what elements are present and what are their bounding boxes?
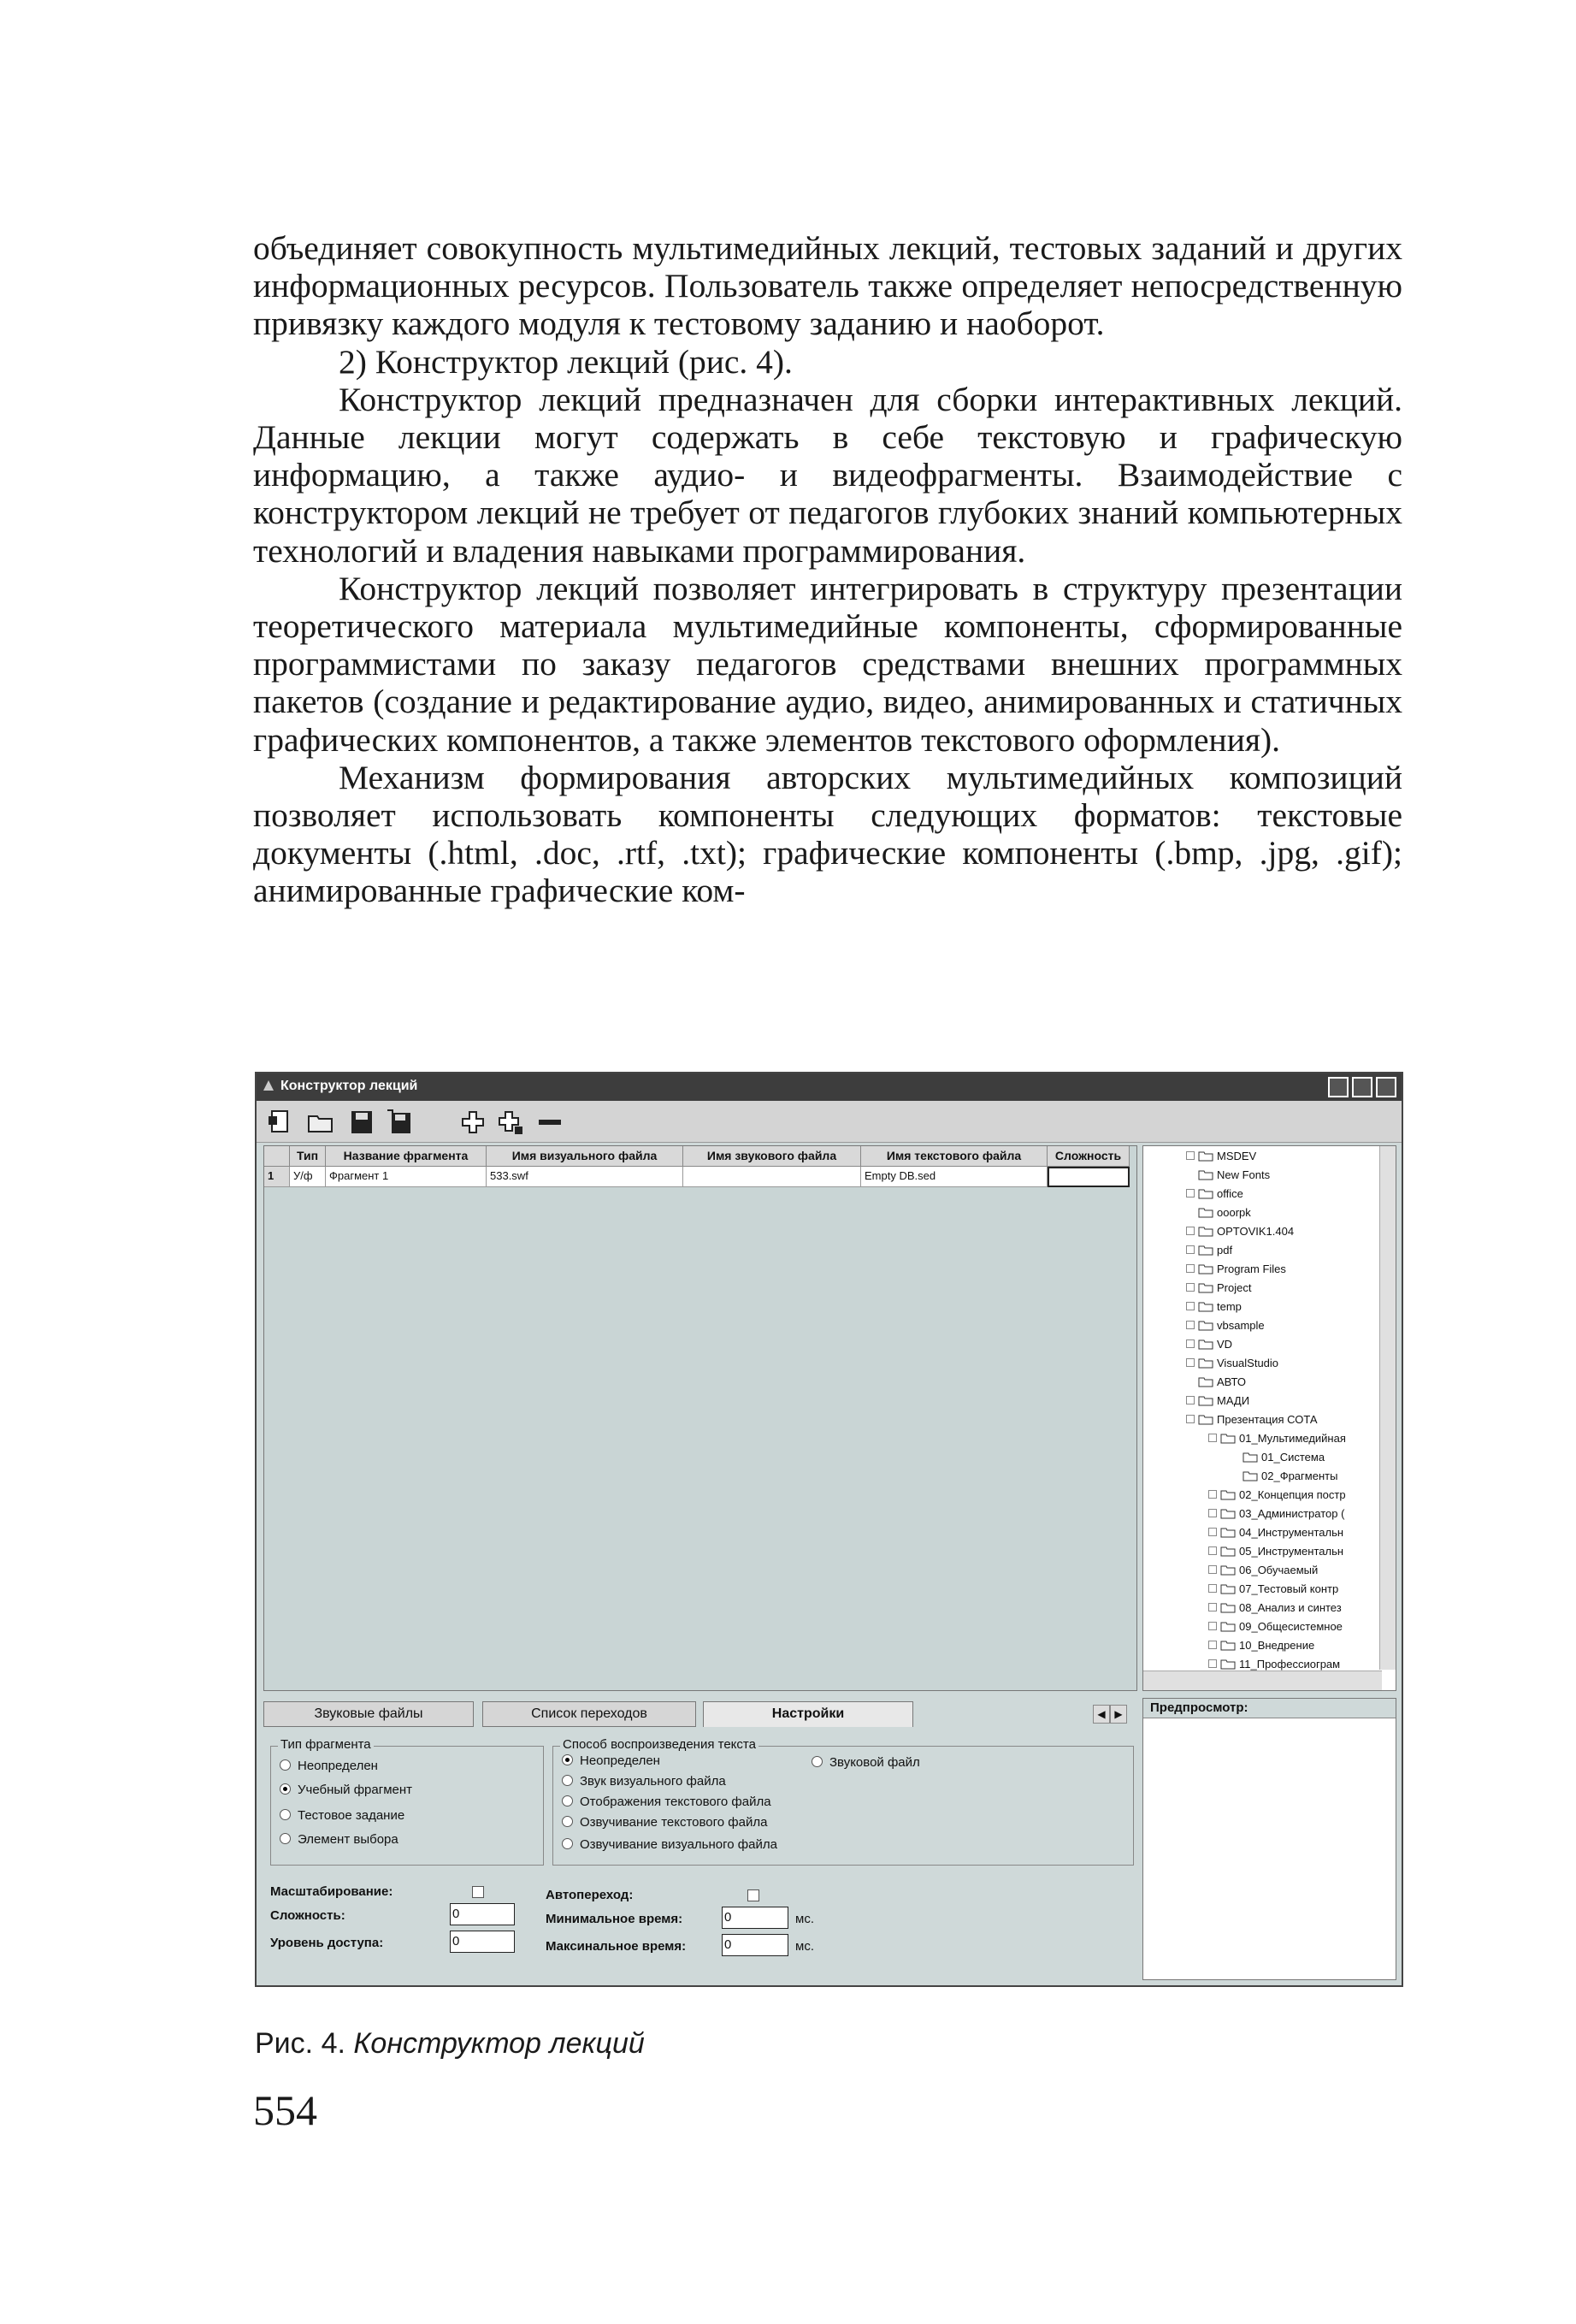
folder-icon xyxy=(1243,1470,1258,1481)
tree-node-label: temp xyxy=(1217,1300,1242,1313)
scale-label: Масштабирование: xyxy=(270,1884,393,1899)
complexity-label: Сложность: xyxy=(270,1908,345,1923)
close-button[interactable] xyxy=(1376,1077,1396,1097)
folder-icon xyxy=(1220,1527,1236,1538)
expand-icon[interactable] xyxy=(1186,1321,1195,1329)
expand-icon[interactable] xyxy=(1208,1641,1217,1649)
complexity-input[interactable]: 0 xyxy=(450,1903,515,1925)
folder-icon xyxy=(1220,1508,1236,1519)
table-header-visual-file[interactable]: Имя визуального файла xyxy=(487,1146,683,1167)
expand-icon[interactable] xyxy=(1208,1659,1217,1668)
collapse-icon[interactable] xyxy=(1208,1434,1217,1442)
tab-sound-files[interactable]: Звуковые файлы xyxy=(263,1701,474,1727)
folder-icon xyxy=(1198,1150,1213,1162)
expand-icon[interactable] xyxy=(1208,1490,1217,1499)
fragment-type-legend: Тип фрагмента xyxy=(278,1737,374,1752)
expand-icon[interactable] xyxy=(1186,1358,1195,1367)
tree-node-label: 07_Тестовый контр xyxy=(1239,1582,1339,1595)
caption-prefix: Рис. 4. xyxy=(255,2027,345,2060)
folder-icon xyxy=(1198,1301,1213,1312)
folder-icon xyxy=(1220,1583,1236,1594)
table-header-type[interactable]: Тип xyxy=(290,1146,326,1167)
tree-horizontal-scrollbar[interactable] xyxy=(1143,1671,1382,1690)
table-header-index xyxy=(264,1146,290,1167)
folder-icon xyxy=(1198,1188,1213,1199)
tree-node-label: МАДИ xyxy=(1217,1394,1250,1407)
paragraph-4: Конструктор лекций позволяет интегрировать в структуру презентации теоретического материала мультимедийные компоненты, сформированные программистами по заказу педагогов средствами внешних программных пакетов (создание и редактирование аудио, видео, анимированных и статичных графических компонентов, а также элементов текстового оформления). xyxy=(253,569,1402,759)
folder-icon xyxy=(1198,1320,1213,1331)
folder-tree[interactable] xyxy=(1142,1145,1396,1691)
expand-icon[interactable] xyxy=(1186,1283,1195,1292)
table-header-fragment-name[interactable]: Название фрагмента xyxy=(326,1146,487,1167)
tree-node-label: 08_Анализ и синтез xyxy=(1239,1601,1342,1614)
folder-icon xyxy=(1198,1282,1213,1293)
autojump-label: Автопереход: xyxy=(546,1888,634,1902)
collapse-icon[interactable] xyxy=(1186,1415,1195,1423)
expand-icon[interactable] xyxy=(1186,1264,1195,1273)
new-document-icon[interactable] xyxy=(265,1108,294,1137)
min-time-label: Минимальное время: xyxy=(546,1912,683,1926)
paragraph-5: Механизм формирования авторских мультимедийных композиций позволяет использовать компоненты следующих форматов: текстовые документы (.html, .doc, .rtf, .txt); графические компоненты (.bmp, .jpg, .gif); анимированные графические ком- xyxy=(253,758,1402,910)
folder-icon xyxy=(1220,1621,1236,1632)
open-folder-icon[interactable] xyxy=(306,1108,335,1137)
expand-icon[interactable] xyxy=(1208,1622,1217,1630)
folder-icon xyxy=(1220,1489,1236,1500)
minimize-button[interactable] xyxy=(1328,1077,1349,1097)
expand-icon[interactable] xyxy=(1186,1189,1195,1197)
tree-node-label: OPTOVIK1.404 xyxy=(1217,1225,1295,1238)
paragraph-3: Конструктор лекций предназначен для сборки интерактивных лекций. Данные лекции могут содержать в себе текстовую и графическую информацию, а также аудио- и видеофрагменты. Взаимодействие с конструктором лекций не требует от педагогов глубоких знаний компьютерных технологий и владения навыками программирования. xyxy=(253,380,1402,570)
folder-icon xyxy=(1198,1376,1213,1387)
folder-icon xyxy=(1198,1357,1213,1369)
text-playback-group xyxy=(552,1737,1134,1866)
expand-icon[interactable] xyxy=(1208,1546,1217,1555)
fragment-type-option-choice[interactable]: Элемент выбора xyxy=(280,1832,398,1847)
window-title: Конструктор лекций xyxy=(280,1079,418,1093)
tree-node-label: New Fonts xyxy=(1217,1168,1271,1181)
paragraph-2: 2) Конструктор лекций (рис. 4). xyxy=(339,342,793,381)
expand-icon[interactable] xyxy=(1186,1302,1195,1310)
tree-node-label: 11_Профессиограм xyxy=(1239,1658,1341,1671)
folder-icon xyxy=(1198,1263,1213,1274)
table-cell-fragment-name[interactable]: Фрагмент 1 xyxy=(326,1167,487,1187)
table-cell-complexity[interactable] xyxy=(1048,1167,1130,1187)
tree-node-label: Презентация СОТА xyxy=(1217,1413,1318,1426)
folder-icon xyxy=(1198,1207,1213,1218)
table-header-text-file[interactable]: Имя текстового файла xyxy=(861,1146,1048,1167)
playback-option-visual-sound[interactable]: Звук визуального файла xyxy=(562,1774,726,1789)
expand-icon[interactable] xyxy=(1208,1565,1217,1574)
folder-icon xyxy=(1220,1640,1236,1651)
tree-node-label: 02_Фрагменты xyxy=(1261,1470,1338,1482)
playback-option-voice-visual[interactable]: Озвучивание визуального файла xyxy=(562,1837,777,1852)
expand-icon[interactable] xyxy=(1208,1603,1217,1611)
tab-scroll-left-icon[interactable]: ◀ xyxy=(1093,1705,1110,1724)
text-playback-legend: Способ воспроизведения текста xyxy=(560,1737,758,1752)
max-time-input[interactable]: 0 xyxy=(722,1934,788,1956)
paragraph-1: объединяет совокупность мультимедийных лекций, тестовых заданий и других информационных ресурсов. Пользователь также определяет непосредственную привязку каждого модуля к тестовому заданию и наоборот. xyxy=(253,229,1402,343)
fragment-type-option-undefined[interactable]: Неопределен xyxy=(280,1759,378,1773)
tree-node-label: VD xyxy=(1217,1338,1233,1351)
folder-icon xyxy=(1220,1602,1236,1613)
fragments-table xyxy=(263,1145,1137,1691)
tab-scroll-right-icon[interactable]: ▶ xyxy=(1110,1705,1127,1724)
folder-icon xyxy=(1198,1395,1213,1406)
tree-node-label: Program Files xyxy=(1217,1263,1286,1275)
folder-icon xyxy=(1220,1433,1236,1444)
add-icon[interactable] xyxy=(458,1108,487,1137)
playback-option-voice-text[interactable]: Озвучивание текстового файла xyxy=(562,1815,767,1830)
tree-node-label: 04_Инструментальн xyxy=(1239,1526,1344,1539)
expand-icon[interactable] xyxy=(1186,1245,1195,1254)
maximize-button[interactable] xyxy=(1352,1077,1372,1097)
tree-node-label: ooorpk xyxy=(1217,1206,1251,1219)
tab-transitions[interactable]: Список переходов xyxy=(482,1701,696,1727)
expand-icon[interactable] xyxy=(1208,1584,1217,1593)
fragment-type-option-test[interactable]: Тестовое задание xyxy=(280,1808,404,1823)
tab-strip xyxy=(263,1698,1137,1730)
app-icon xyxy=(262,1079,275,1092)
preview-panel xyxy=(1142,1698,1396,1980)
tree-node-label: 10_Внедрение xyxy=(1239,1639,1315,1652)
tree-node-label: Project xyxy=(1217,1281,1252,1294)
save-icon[interactable] xyxy=(347,1108,376,1137)
tree-node-label: VisualStudio xyxy=(1217,1357,1279,1369)
tab-settings[interactable]: Настройки xyxy=(703,1701,913,1727)
toolbar xyxy=(257,1101,1402,1143)
folder-icon xyxy=(1220,1659,1236,1670)
expand-icon[interactable] xyxy=(1186,1339,1195,1348)
title-bar xyxy=(257,1073,1402,1101)
page-number: 554 xyxy=(253,2086,317,2134)
folder-icon xyxy=(1198,1169,1213,1180)
min-time-input[interactable]: 0 xyxy=(722,1907,788,1929)
tree-node-label: MSDEV xyxy=(1217,1150,1257,1162)
caption-title: Конструктор лекций xyxy=(353,2027,645,2060)
max-time-unit: мс. xyxy=(795,1939,814,1954)
expand-icon[interactable] xyxy=(1186,1227,1195,1235)
max-time-label: Максинальное время: xyxy=(546,1939,687,1954)
tree-node-label: 06_Обучаемый xyxy=(1239,1564,1319,1576)
table-cell-text-file[interactable]: Empty DB.sed xyxy=(861,1167,1048,1187)
folder-icon xyxy=(1220,1564,1236,1576)
table-row-index[interactable]: 1 xyxy=(264,1167,290,1187)
tree-node-label: 02_Концепция постр xyxy=(1239,1488,1346,1501)
folder-icon xyxy=(1243,1452,1258,1463)
figure-caption xyxy=(255,2027,645,2061)
save-as-icon[interactable] xyxy=(385,1108,414,1137)
table-cell-visual-file[interactable]: 533.swf xyxy=(487,1167,683,1187)
expand-icon[interactable] xyxy=(1208,1509,1217,1517)
expand-icon[interactable] xyxy=(1186,1151,1195,1160)
expand-icon[interactable] xyxy=(1208,1528,1217,1536)
folder-icon xyxy=(1198,1339,1213,1350)
access-level-label: Уровень доступа: xyxy=(270,1936,384,1950)
expand-icon[interactable] xyxy=(1186,1396,1195,1404)
preview-label: Предпросмотр: xyxy=(1143,1699,1396,1718)
folder-icon xyxy=(1220,1546,1236,1557)
table-header-complexity[interactable]: Сложность xyxy=(1048,1146,1130,1167)
tree-node-label: 09_Общесистемное xyxy=(1239,1620,1343,1633)
access-level-input[interactable]: 0 xyxy=(450,1931,515,1953)
fragment-type-group xyxy=(270,1737,544,1866)
tree-node-label: office xyxy=(1217,1187,1243,1200)
autojump-checkbox[interactable] xyxy=(747,1889,759,1901)
tree-node-label: АВТО xyxy=(1217,1375,1246,1388)
add-child-icon[interactable] xyxy=(496,1108,525,1137)
folder-icon xyxy=(1198,1245,1213,1256)
table-header-sound-file[interactable]: Имя звукового файла xyxy=(683,1146,861,1167)
folder-icon xyxy=(1198,1414,1213,1425)
tree-node-label: 03_Администратор ( xyxy=(1239,1507,1345,1520)
playback-option-display-text[interactable]: Отображения текстового файла xyxy=(562,1795,771,1809)
fragment-type-option-educational[interactable]: Учебный фрагмент xyxy=(280,1783,412,1797)
playback-option-undefined[interactable]: Неопределен xyxy=(562,1753,660,1768)
scale-checkbox[interactable] xyxy=(472,1886,484,1898)
tree-node-label: 05_Инструментальн xyxy=(1239,1545,1344,1558)
tree-node-label: vbsample xyxy=(1217,1319,1265,1332)
table-cell-type[interactable]: У/ф xyxy=(290,1167,326,1187)
remove-icon[interactable] xyxy=(535,1108,564,1137)
folder-icon xyxy=(1198,1226,1213,1237)
table-cell-sound-file[interactable] xyxy=(683,1167,861,1187)
tree-node-label: 01_Мультимедийная xyxy=(1239,1432,1346,1445)
tree-vertical-scrollbar[interactable] xyxy=(1379,1146,1396,1670)
tree-node-label: 01_Система xyxy=(1261,1451,1325,1464)
tree-node-label: pdf xyxy=(1217,1244,1233,1257)
playback-option-sound-file[interactable]: Звуковой файл xyxy=(812,1755,920,1770)
body-text xyxy=(253,229,1402,910)
min-time-unit: мс. xyxy=(795,1912,814,1926)
lecture-builder-window xyxy=(255,1072,1403,1987)
